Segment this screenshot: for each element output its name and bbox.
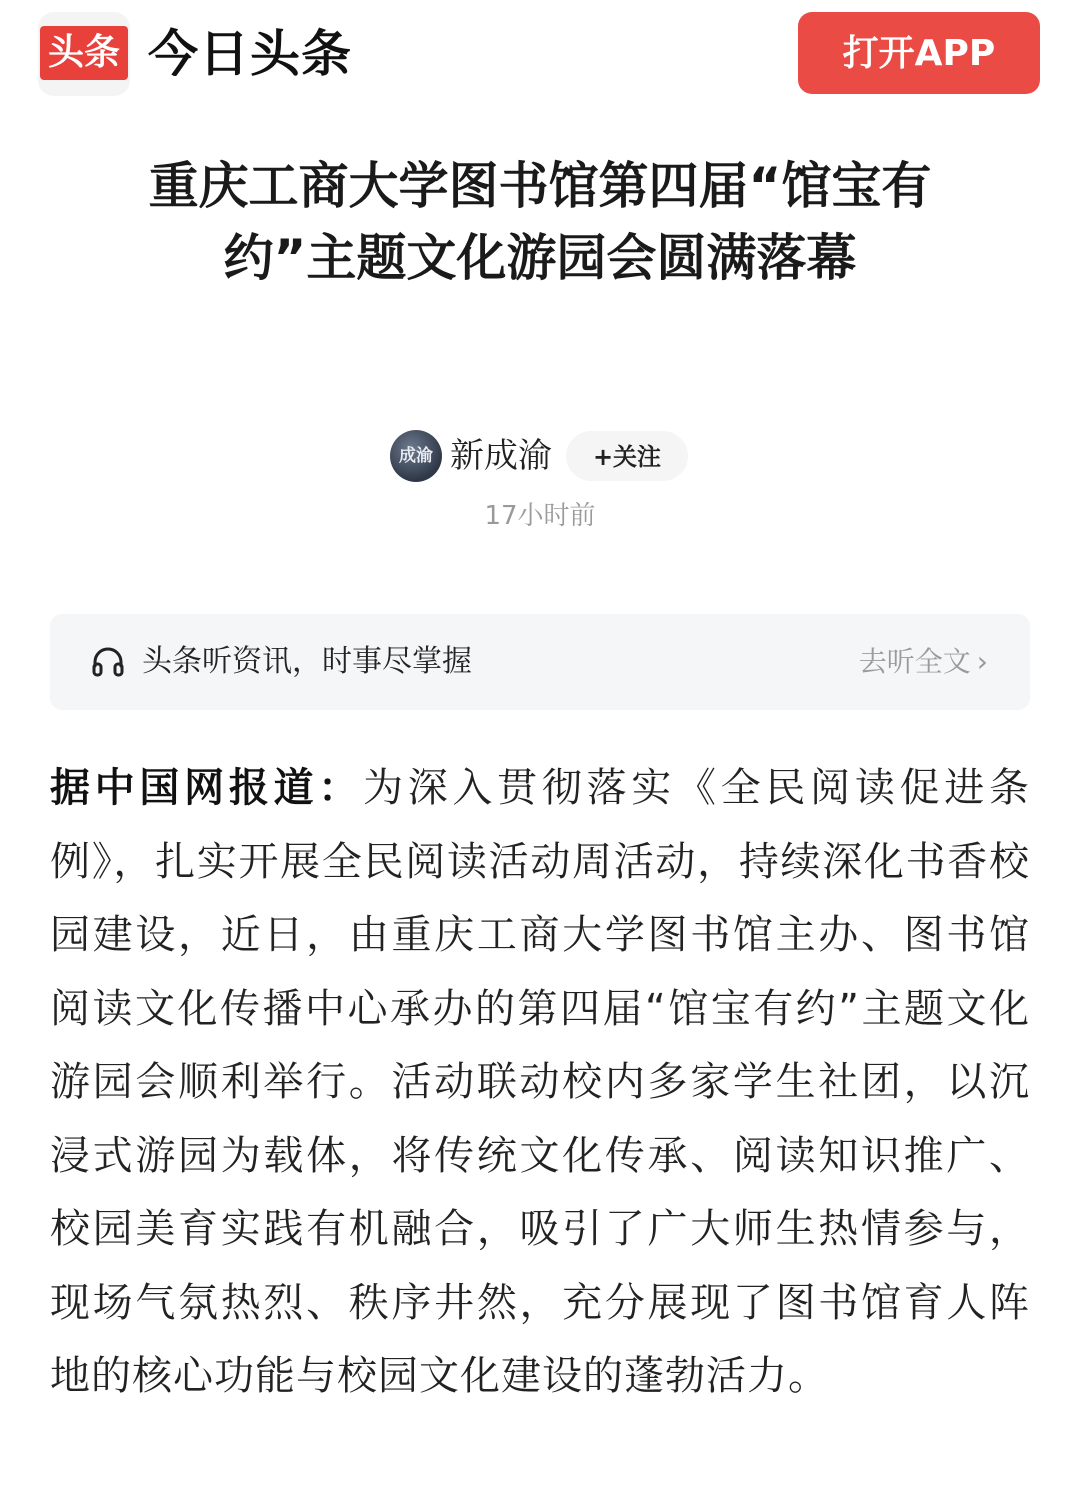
publish-time: 17小时前 — [484, 501, 596, 531]
listen-promo-text: 头条听资讯，时事尽掌握 — [142, 644, 472, 679]
brand-name: 今日头条 — [148, 25, 352, 83]
avatar[interactable]: 成渝 — [390, 430, 442, 482]
article-body — [50, 752, 1030, 1414]
headphone-icon — [90, 644, 126, 680]
article-title: 重庆工商大学图书馆第四届“馆宝有约”主题文化游园会圆满落幕 — [148, 157, 932, 287]
author-name[interactable]: 新成渝 — [450, 436, 552, 476]
top-bar — [0, 0, 1080, 110]
article-lead: 据中国网报道： — [50, 765, 363, 811]
listen-full-link[interactable] — [859, 640, 988, 684]
follow-button[interactable]: +关注 — [566, 431, 688, 481]
chevron-right-icon: › — [976, 645, 988, 678]
open-app-button[interactable]: 打开APP — [798, 12, 1040, 94]
article-paragraph: 为深入贯彻落实《全民阅读促进条例》，扎实开展全民阅读活动周活动，持续深化书香校园建设，近日，由重庆工商大学图书馆主办、图书馆阅读文化传播中心承办的第四届“馆宝有约”主题文化游园会顺利举行。活动联动校内多家学生社团，以沉浸式游园为载体，将传统文化传承、阅读知识推广、校园美育实践有机融合，吸引了广大师生热情参与，现场气氛热烈、秩序井然，充分展现了图书馆育人阵地的核心功能与校园文化建设的蓬勃活力。 — [50, 765, 1030, 1399]
listen-bar[interactable] — [50, 614, 1030, 710]
listen-full-label[interactable]: 去听全文 — [858, 645, 971, 678]
app-logo[interactable]: 头条 — [40, 26, 128, 80]
author-row — [0, 426, 1080, 486]
